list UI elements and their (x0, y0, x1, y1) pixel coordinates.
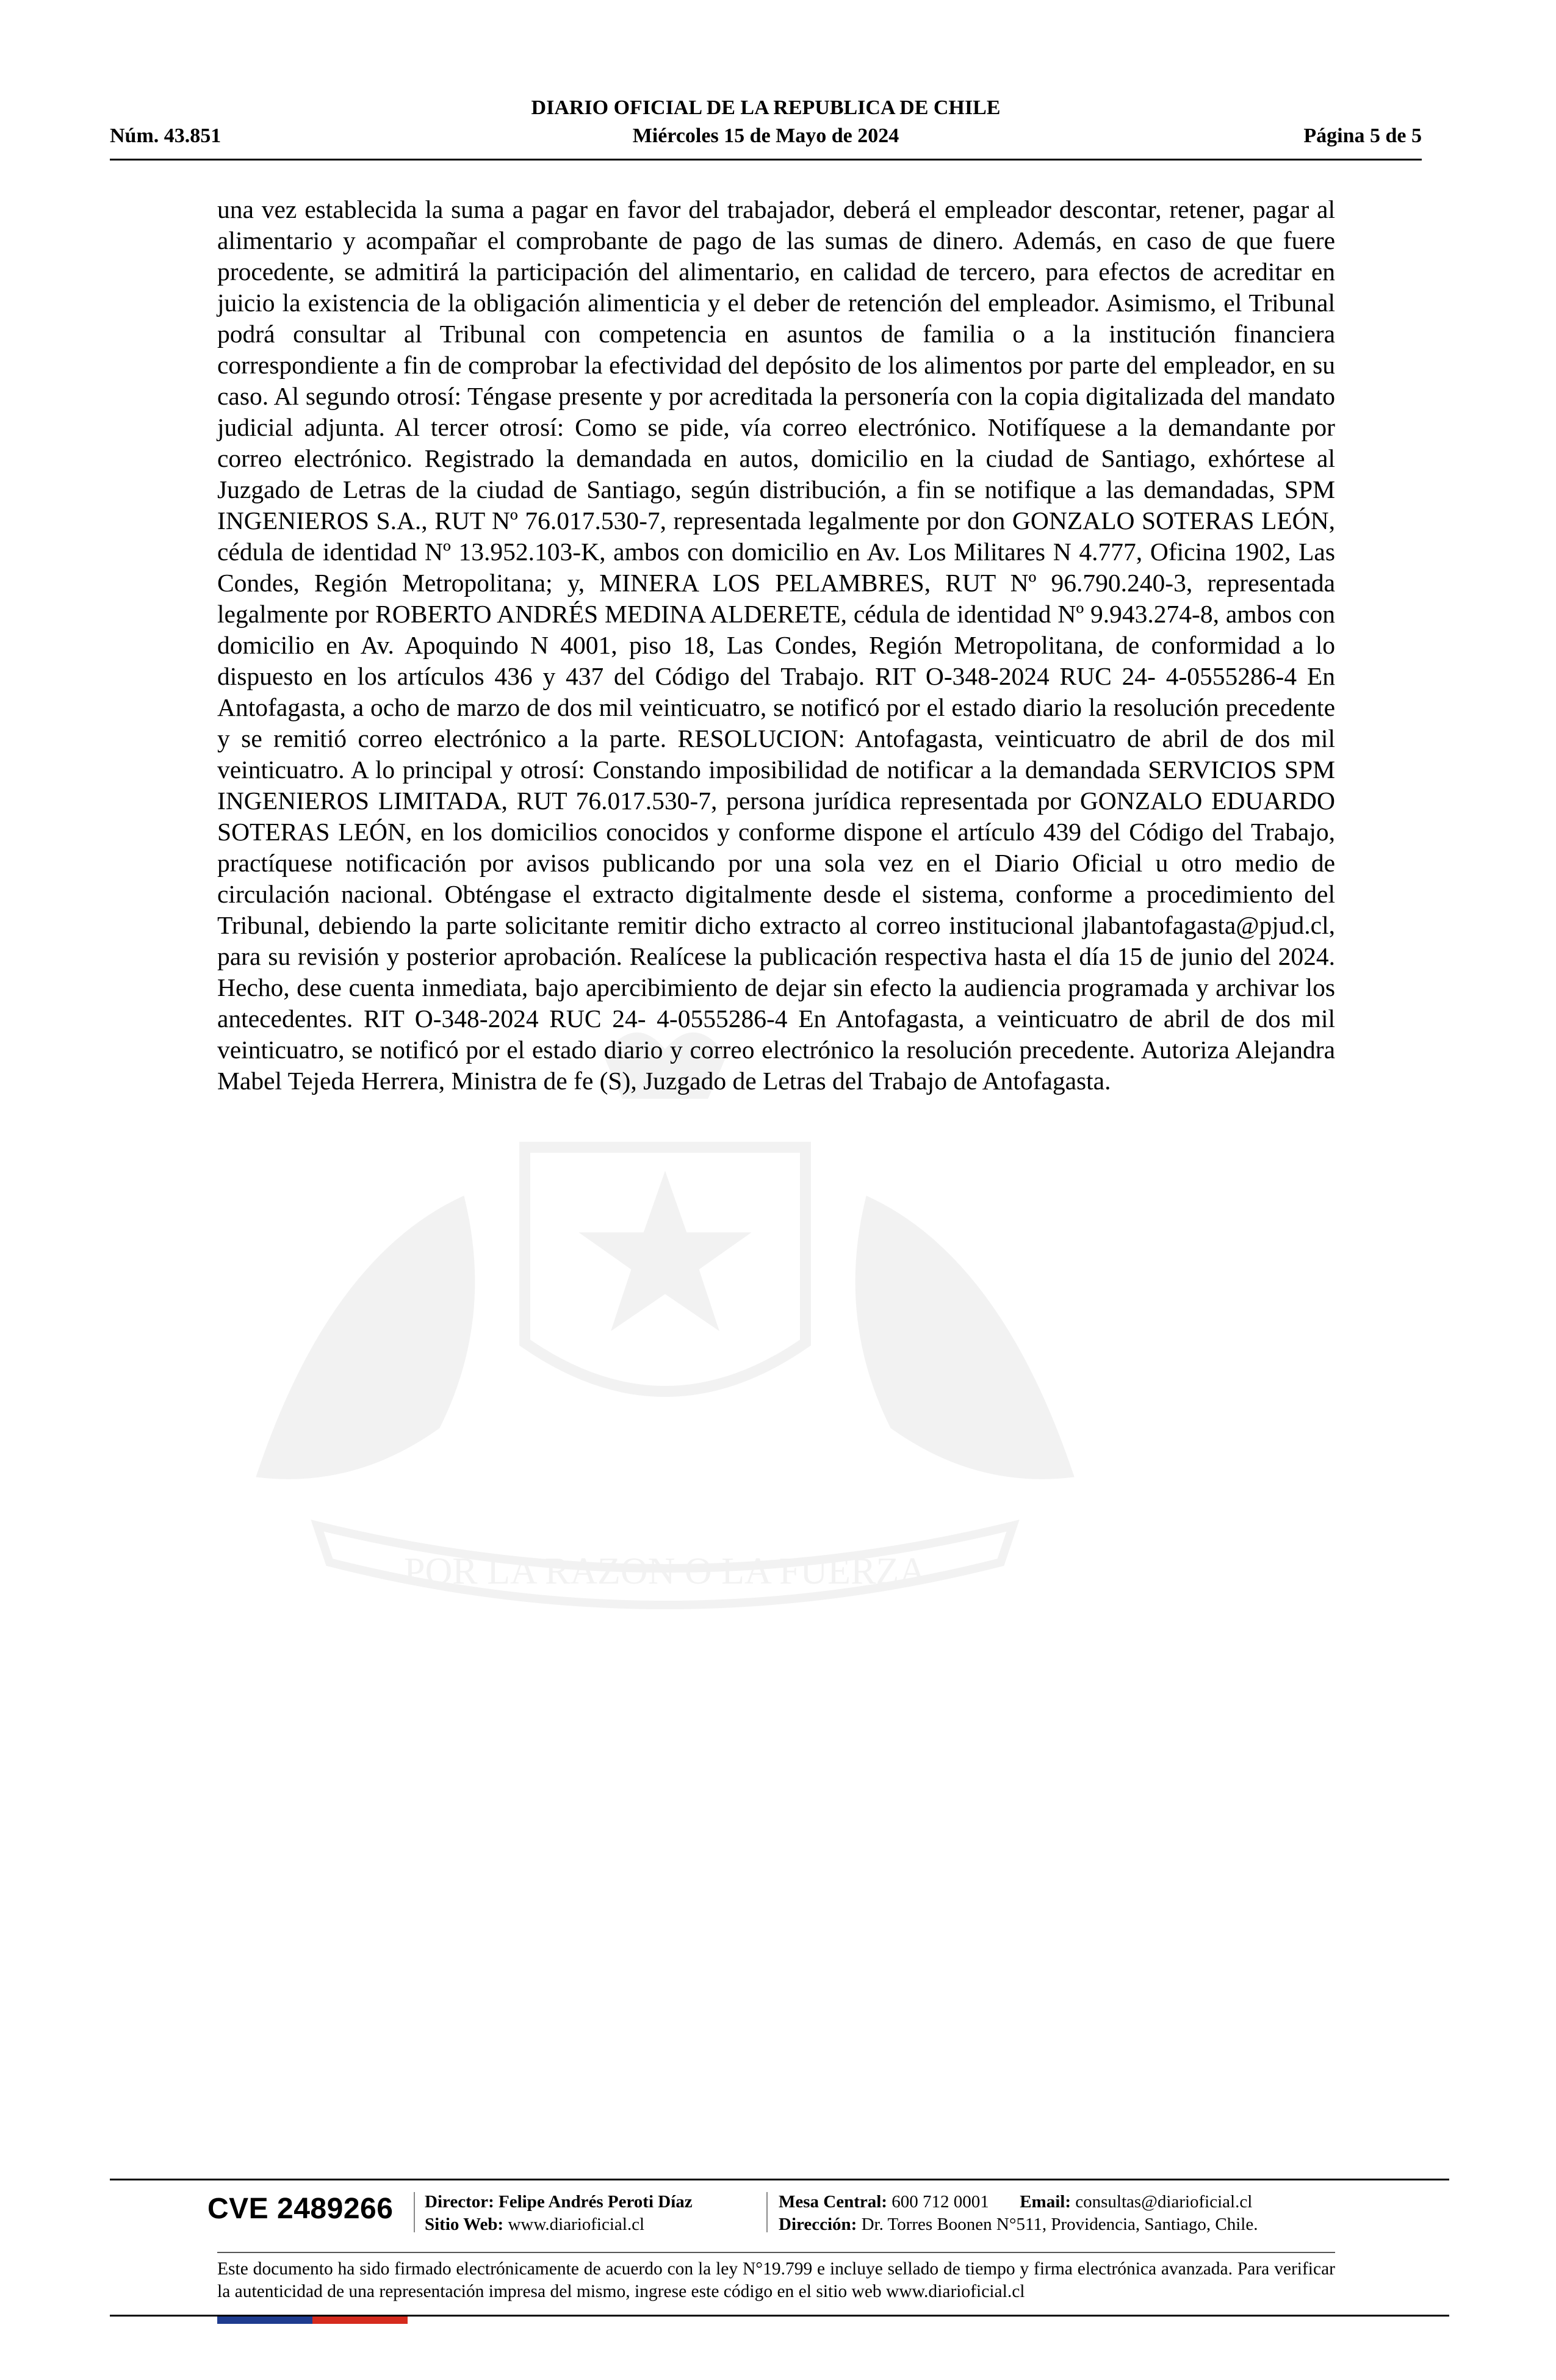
address-line (779, 2213, 1258, 2236)
flag-segment (360, 2317, 408, 2324)
footer-separator (766, 2192, 768, 2232)
article-body (217, 194, 1335, 1097)
footer-divider-middle (217, 2252, 1335, 2253)
website-link[interactable]: www.diarioficial.cl (508, 2215, 645, 2234)
publication-title: DIARIO OFICIAL DE LA REPUBLICA DE CHILE (531, 96, 1001, 119)
watermark-motto: POR LA RAZON O LA FUERZA (403, 1551, 927, 1592)
footer-separator (414, 2192, 415, 2232)
cve-code: CVE 2489266 (207, 2193, 394, 2225)
coat-of-arms-watermark (207, 1001, 1123, 1672)
website-line (425, 2213, 693, 2236)
flag-color-bar (217, 2317, 408, 2324)
footer-contact-block (779, 2191, 1258, 2236)
contact-line (779, 2191, 1258, 2213)
director-line (425, 2191, 693, 2213)
body-paragraph: una vez establecida la suma a pagar en favor del trabajador, deberá el empleador descontar, retener, pagar al alimentario y acompañar el comprobante de pago de las sumas de dinero. Además, en caso de que fuere procedente, se admitirá la participación del alimentario, en calidad de tercero, para efectos de acreditar en juicio la existencia de la obligación alimenticia y el deber de retención del empleador. Asimismo, el Tribunal podrá consultar al Tribunal con competencia en asuntos de familia o a la institución financiera correspondiente a fin de comprobar la efectividad del depósito de los alimentos por parte del empleador, en su caso. Al segundo otrosí: Téngase presente y por acreditada la personería con la copia digitalizada del mandato judicial adjunta. Al tercer otrosí: Como se pide, vía correo electrónico. Notifíquese a la demandante por correo electrónico. Registrado la demandada en autos, domicilio en la ciudad de Santiago, exhórtese al Juzgado de Letras de la ciudad de Santiago, según distribución, a fin se notifique a las demandadas, SPM INGENIEROS S.A., RUT Nº 76.017.530-7, representada legalmente por don GONZALO SOTERAS LEÓN, cédula de identidad Nº 13.952.103-K, ambos con domicilio en Av. Los Militares N 4.777, Oficina 1902, Las Condes, Región Metropolitana; y, MINERA LOS PELAMBRES, RUT Nº 96.790.240-3, representada legalmente por ROBERTO ANDRÉS MEDINA ALDERETE, cédula de identidad Nº 9.943.274-8, ambos con domicilio en Av. Apoquindo N 4001, piso 18, Las Condes, Región Metropolitana, de conformidad a lo dispuesto en los artículos 436 y 437 del Código del Trabajo. RIT O-348-2024 RUC 24- 4-0555286-4 En Antofagasta, a ocho de marzo de dos mil veinticuatro, se notificó por el estado diario la resolución precedente y se remitió correo electrónico a la parte. RESOLUCION: Antofagasta, veinticuatro de abril de dos mil veinticuatro. A lo principal y otrosí: Constando imposibilidad de notificar a la demandada SERVICIOS SPM INGENIEROS LIMITADA, RUT 76.017.530-7, persona jurídica representada por GONZALO EDUARDO SOTERAS LEÓN, en los domicilios conocidos y conforme dispone el artículo 439 del Código del Trabajo, practíquese notificación por avisos publicando por una sola vez en el Diario Oficial u otro medio de circulación nacional. Obténgase el extracto digitalmente desde el sistema, conforme a procedimiento del Tribunal, debiendo la parte solicitante remitir dicho extracto al correo institucional jlabantofagasta@pjud.cl, para su revisión y posterior aprobación. Realícese la publicación respectiva hasta el día 15 de junio del 2024. Hecho, dese cuenta inmediata, bajo apercibimiento de dejar sin efecto la audiencia programada y archivar los antecedentes. RIT O-348-2024 RUC 24- 4-0555286-4 En Antofagasta, a veinticuatro de abril de dos mil veinticuatro, se notificó por el estado diario y correo electrónico la resolución precedente. Autoriza Alejandra Mabel Tejeda Herrera, Ministra de fe (S), Juzgado de Letras del Trabajo de Antofagasta. (217, 195, 1335, 1095)
mesa-phone: 600 712 0001 (891, 2192, 989, 2212)
director-label: Director: (425, 2192, 494, 2212)
website-label: Sitio Web: (425, 2215, 504, 2234)
flag-segment (312, 2317, 360, 2324)
footer-director-block (425, 2191, 693, 2236)
legal-notice: Este documento ha sido firmado electrónicamente de acuerdo con la ley N°19.799 e incluye sellado de tiempo y firma electrónica avanzada. Para verificar la autenticidad de una representación impresa del mismo, ingrese este código en el sitio web www.diarioficial.cl (217, 2259, 1335, 2301)
page-header (110, 92, 1422, 160)
email-label: Email: (1020, 2192, 1071, 2212)
flag-segment (265, 2317, 312, 2324)
mesa-label: Mesa Central: (779, 2192, 887, 2212)
address-label: Dirección: (779, 2215, 857, 2234)
director-name: Felipe Andrés Peroti Díaz (499, 2192, 693, 2212)
email-link[interactable]: consultas@diarioficial.cl (1075, 2192, 1253, 2212)
flag-segment (217, 2317, 265, 2324)
address-value: Dr. Torres Boonen N°511, Providencia, Santiago, Chile. (861, 2215, 1258, 2234)
footer-divider-top (110, 2179, 1449, 2180)
page-indicator: Página 5 de 5 (1303, 124, 1422, 147)
issue-date: Miércoles 15 de Mayo de 2024 (632, 124, 899, 147)
issue-number: Núm. 43.851 (110, 124, 222, 147)
